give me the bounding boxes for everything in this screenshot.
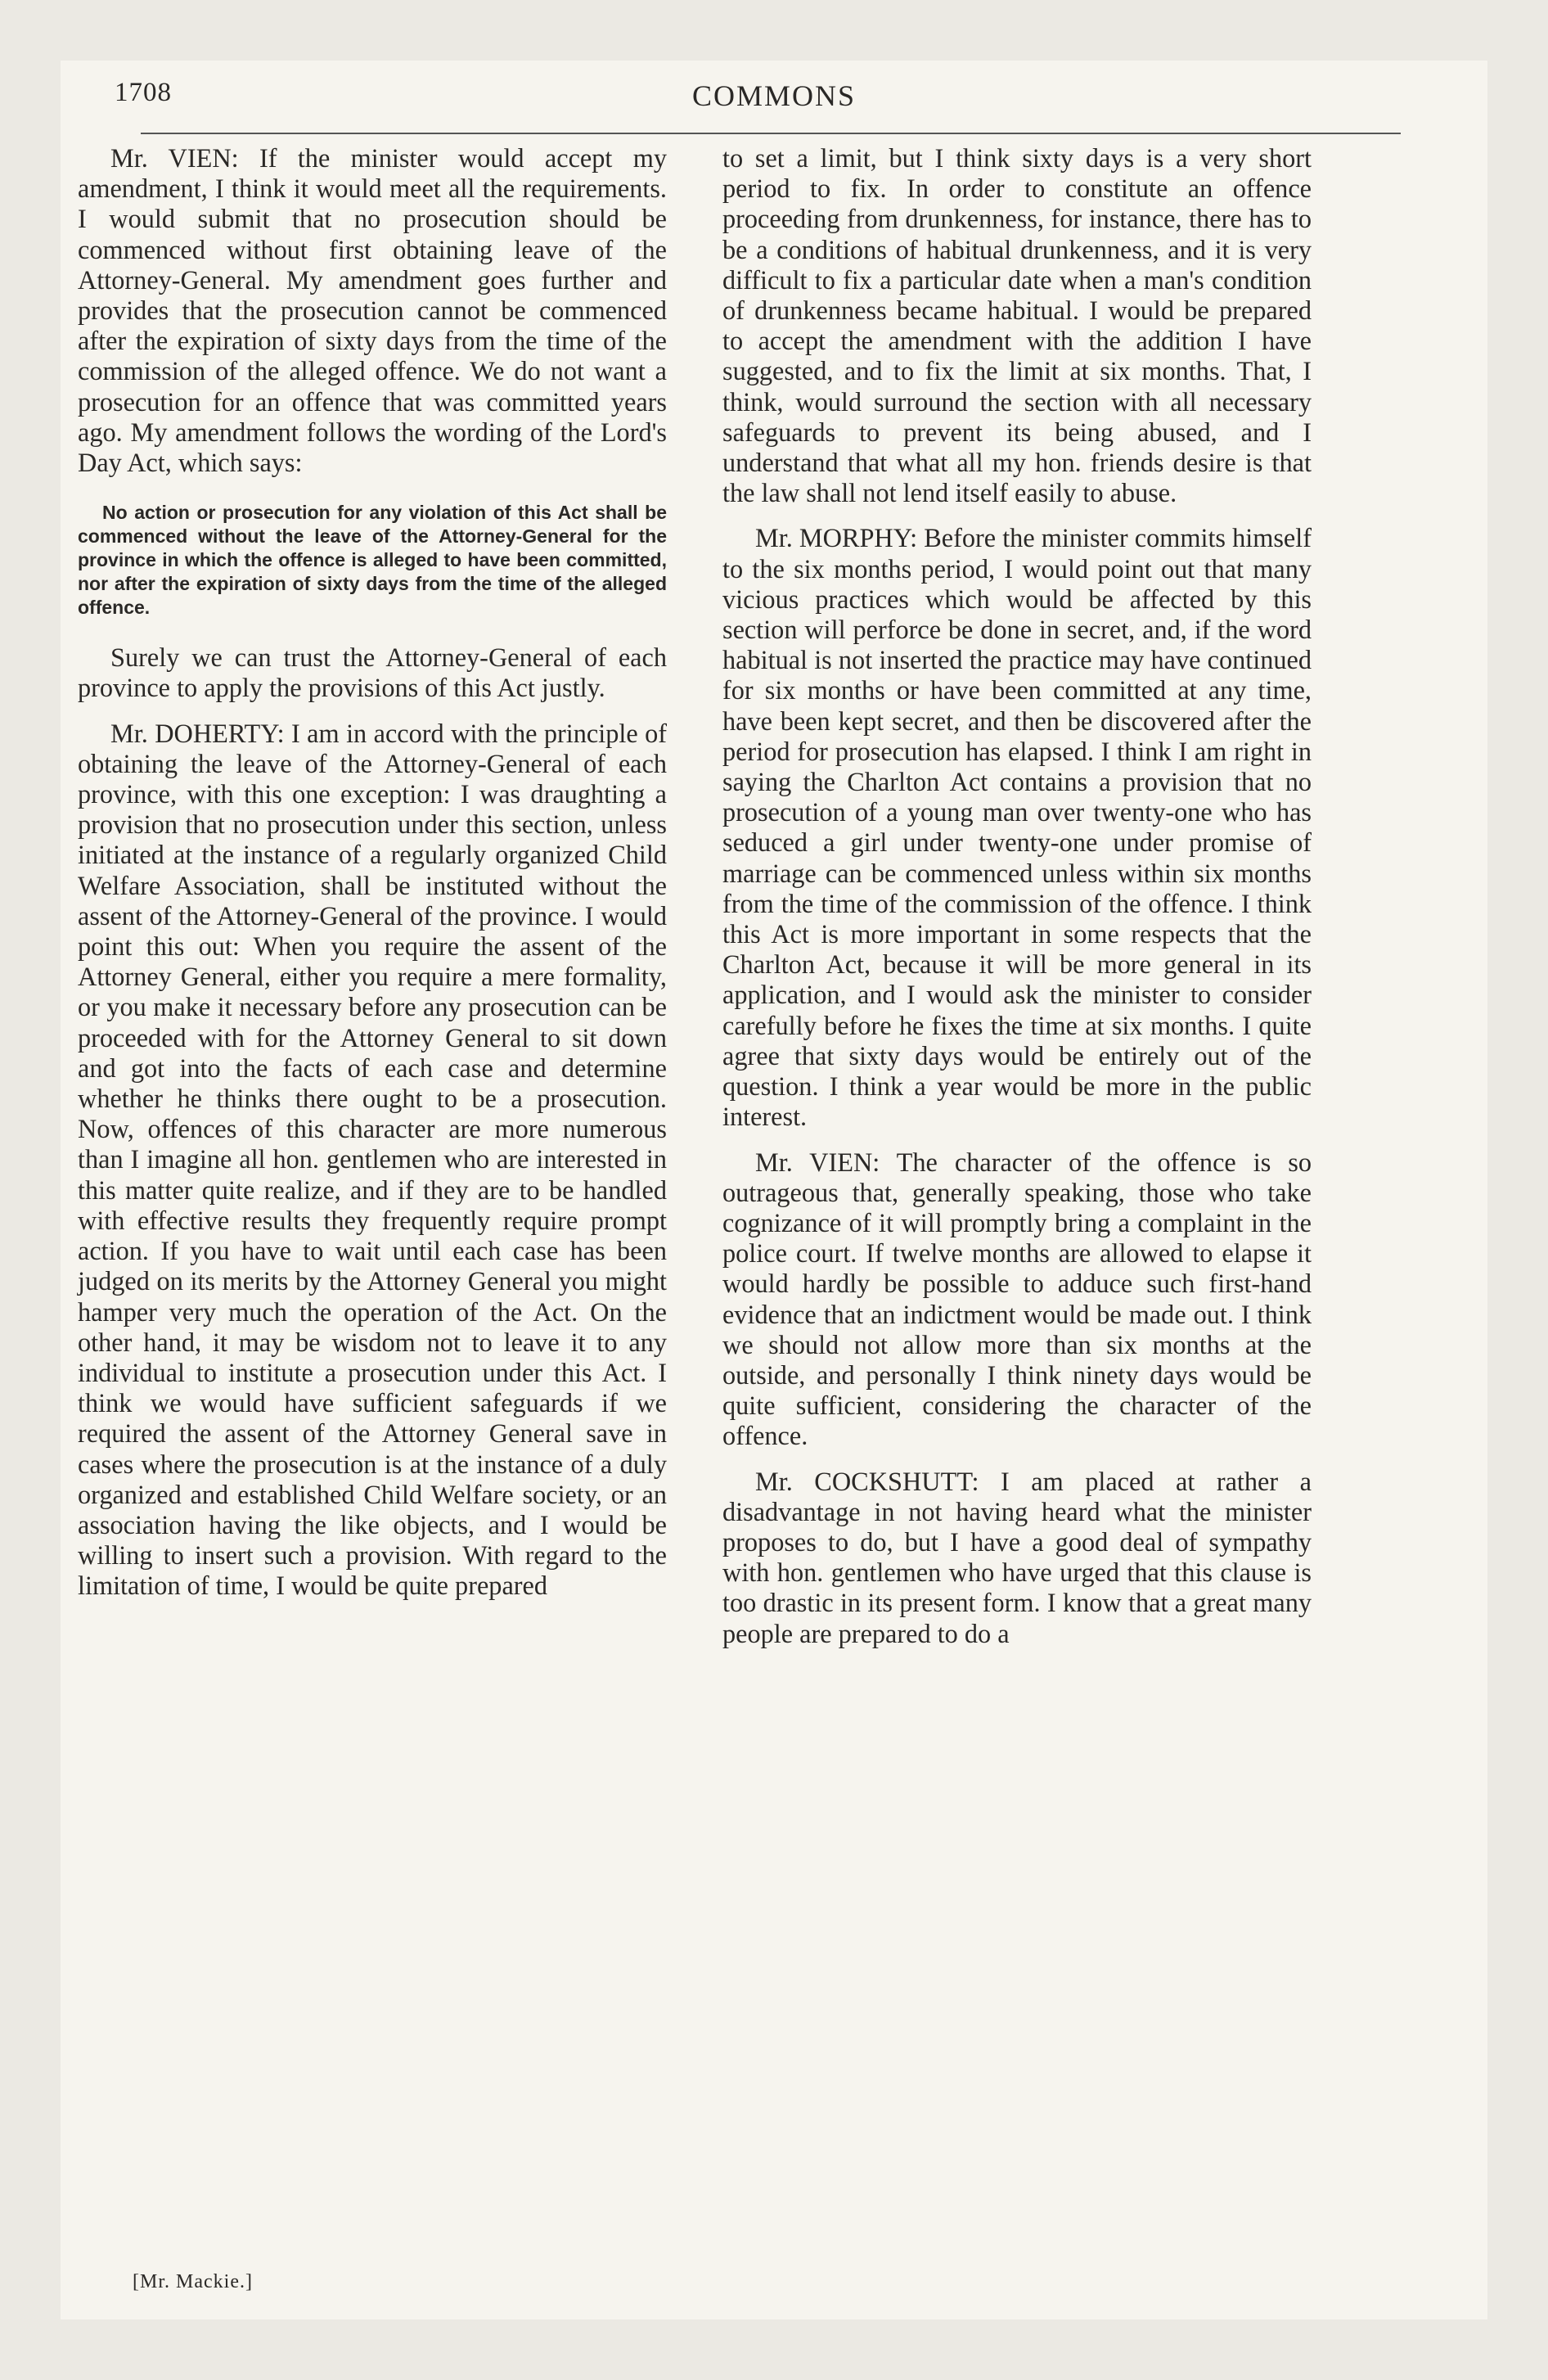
quoted-statute: No action or prosecution for any violation of this Act shall be commenced without the leave of the Attorney-General for the province in which the offence is alleged to have been committed, nor after the expiration of sixty days from the time of the alleged offence. — [78, 502, 667, 619]
right-column — [722, 143, 1312, 1664]
paragraph-morphy: Mr. MORPHY: Before the minister commits himself to the six months period, I would point out that many vicious practices which would be affected by this section will perforce be done in secret, and, if the word habitual is not inserted the practice may have continued for six months or have been committed at any time, have been kept secret, and then be discovered after the period for prosecution has elapsed. I think I am right in saying the Charlton Act contains a provision that no prosecution of a young man over twenty-one who has seduced a girl under twenty-one under promise of marriage can be commenced unless within six months from the time of the commission of the offence. I think this Act is more important in some respects that the Charlton Act, because it will be more general in its application, and I would ask the minister to consider carefully before he fixes the time at six months. I quite agree that sixty days would be entirely out of the question. I think a year would be more in the public interest. — [722, 523, 1312, 1132]
left-column — [78, 143, 667, 1616]
footer-speaker-ref: [Mr. Mackie.] — [133, 2271, 253, 2292]
page-number: 1708 — [115, 78, 172, 107]
paragraph-vien-2: Surely we can trust the Attorney-General of each province to apply the provisions of this Act justly. — [78, 642, 667, 703]
paragraph-vien-1: Mr. VIEN: If the minister would accept my amendment, I think it would meet all the requirements. I would submit that no prosecution should be commenced without first obtaining leave of the Attorney-General. My amendment goes further and provides that the prosecution cannot be commenced after the expiration of sixty days from the time of the commission of the alleged offence. We do not want a prosecution for an offence that was committed years ago. My amendment follows the wording of the Lord's Day Act, which says: — [78, 143, 667, 478]
paragraph-cockshutt: Mr. COCKSHUTT: I am placed at rather a disadvantage in not having heard what the minister proposes to do, but I have a good deal of sympathy with hon. gentlemen who have urged that this clause is too drastic in its present form. I know that a great many people are prepared to do a — [722, 1466, 1312, 1648]
paragraph-doherty: Mr. DOHERTY: I am in accord with the principle of obtaining the leave of the Attorney-General of each province, with this one exception: I was draughting a provision that no prosecution under this section, unless initiated at the instance of a regularly organized Child Welfare Association, shall be instituted without the assent of the Attorney-General of the province. I would point this out: When you require the assent of the Attorney General, either you require a mere formality, or you make it necessary before any prosecution can be proceeded with for the Attorney General to sit down and got into the facts of each case and determine whether he thinks there ought to be a prosecution. Now, offences of this character are more numerous than I imagine all hon. gentlemen who are interested in this matter quite realize, and if they are to be handled with effective results they frequently require prompt action. If you have to wait until each case has been judged on its merits by the Attorney General you might hamper very much the operation of the Act. On the other hand, it may be wisdom not to leave it to any individual to institute a prosecution under this Act. I think we would have sufficient safeguards if we required the assent of the Attorney General save in cases where the prosecution is at the instance of a duly organized and established Child Welfare society, or an association having the like objects, and I would be willing to insert such a provision. With regard to the limitation of time, I would be quite prepared — [78, 718, 667, 1601]
paragraph-doherty-cont: to set a limit, but I think sixty days is a very short period to fix. In order to constitute an offence proceeding from drunkenness, for instance, there has to be a conditions of habitual drunkenness, and it is very difficult to fix a particular date when a man's condition of drunkenness became habitual. I would be prepared to accept the amendment with the addition I have suggested, and to fix the limit at six months. That, I think, would surround the section with all necessary safeguards to prevent its being abused, and I understand that what all my hon. friends desire is that the law shall not lend itself easily to abuse. — [722, 143, 1312, 508]
header-rule — [141, 133, 1401, 134]
paragraph-vien-3: Mr. VIEN: The character of the offence is so outrageous that, generally speaking, those who take cognizance of it will promptly bring a complaint in the police court. If twelve months are allowed to elapse it would hardly be possible to adduce such first-hand evidence that an indictment would be made out. I think we should not allow more than six months at the outside, and personally I think ninety days would be quite sufficient, considering the character of the offence. — [722, 1147, 1312, 1451]
running-head: COMMONS — [691, 79, 857, 112]
